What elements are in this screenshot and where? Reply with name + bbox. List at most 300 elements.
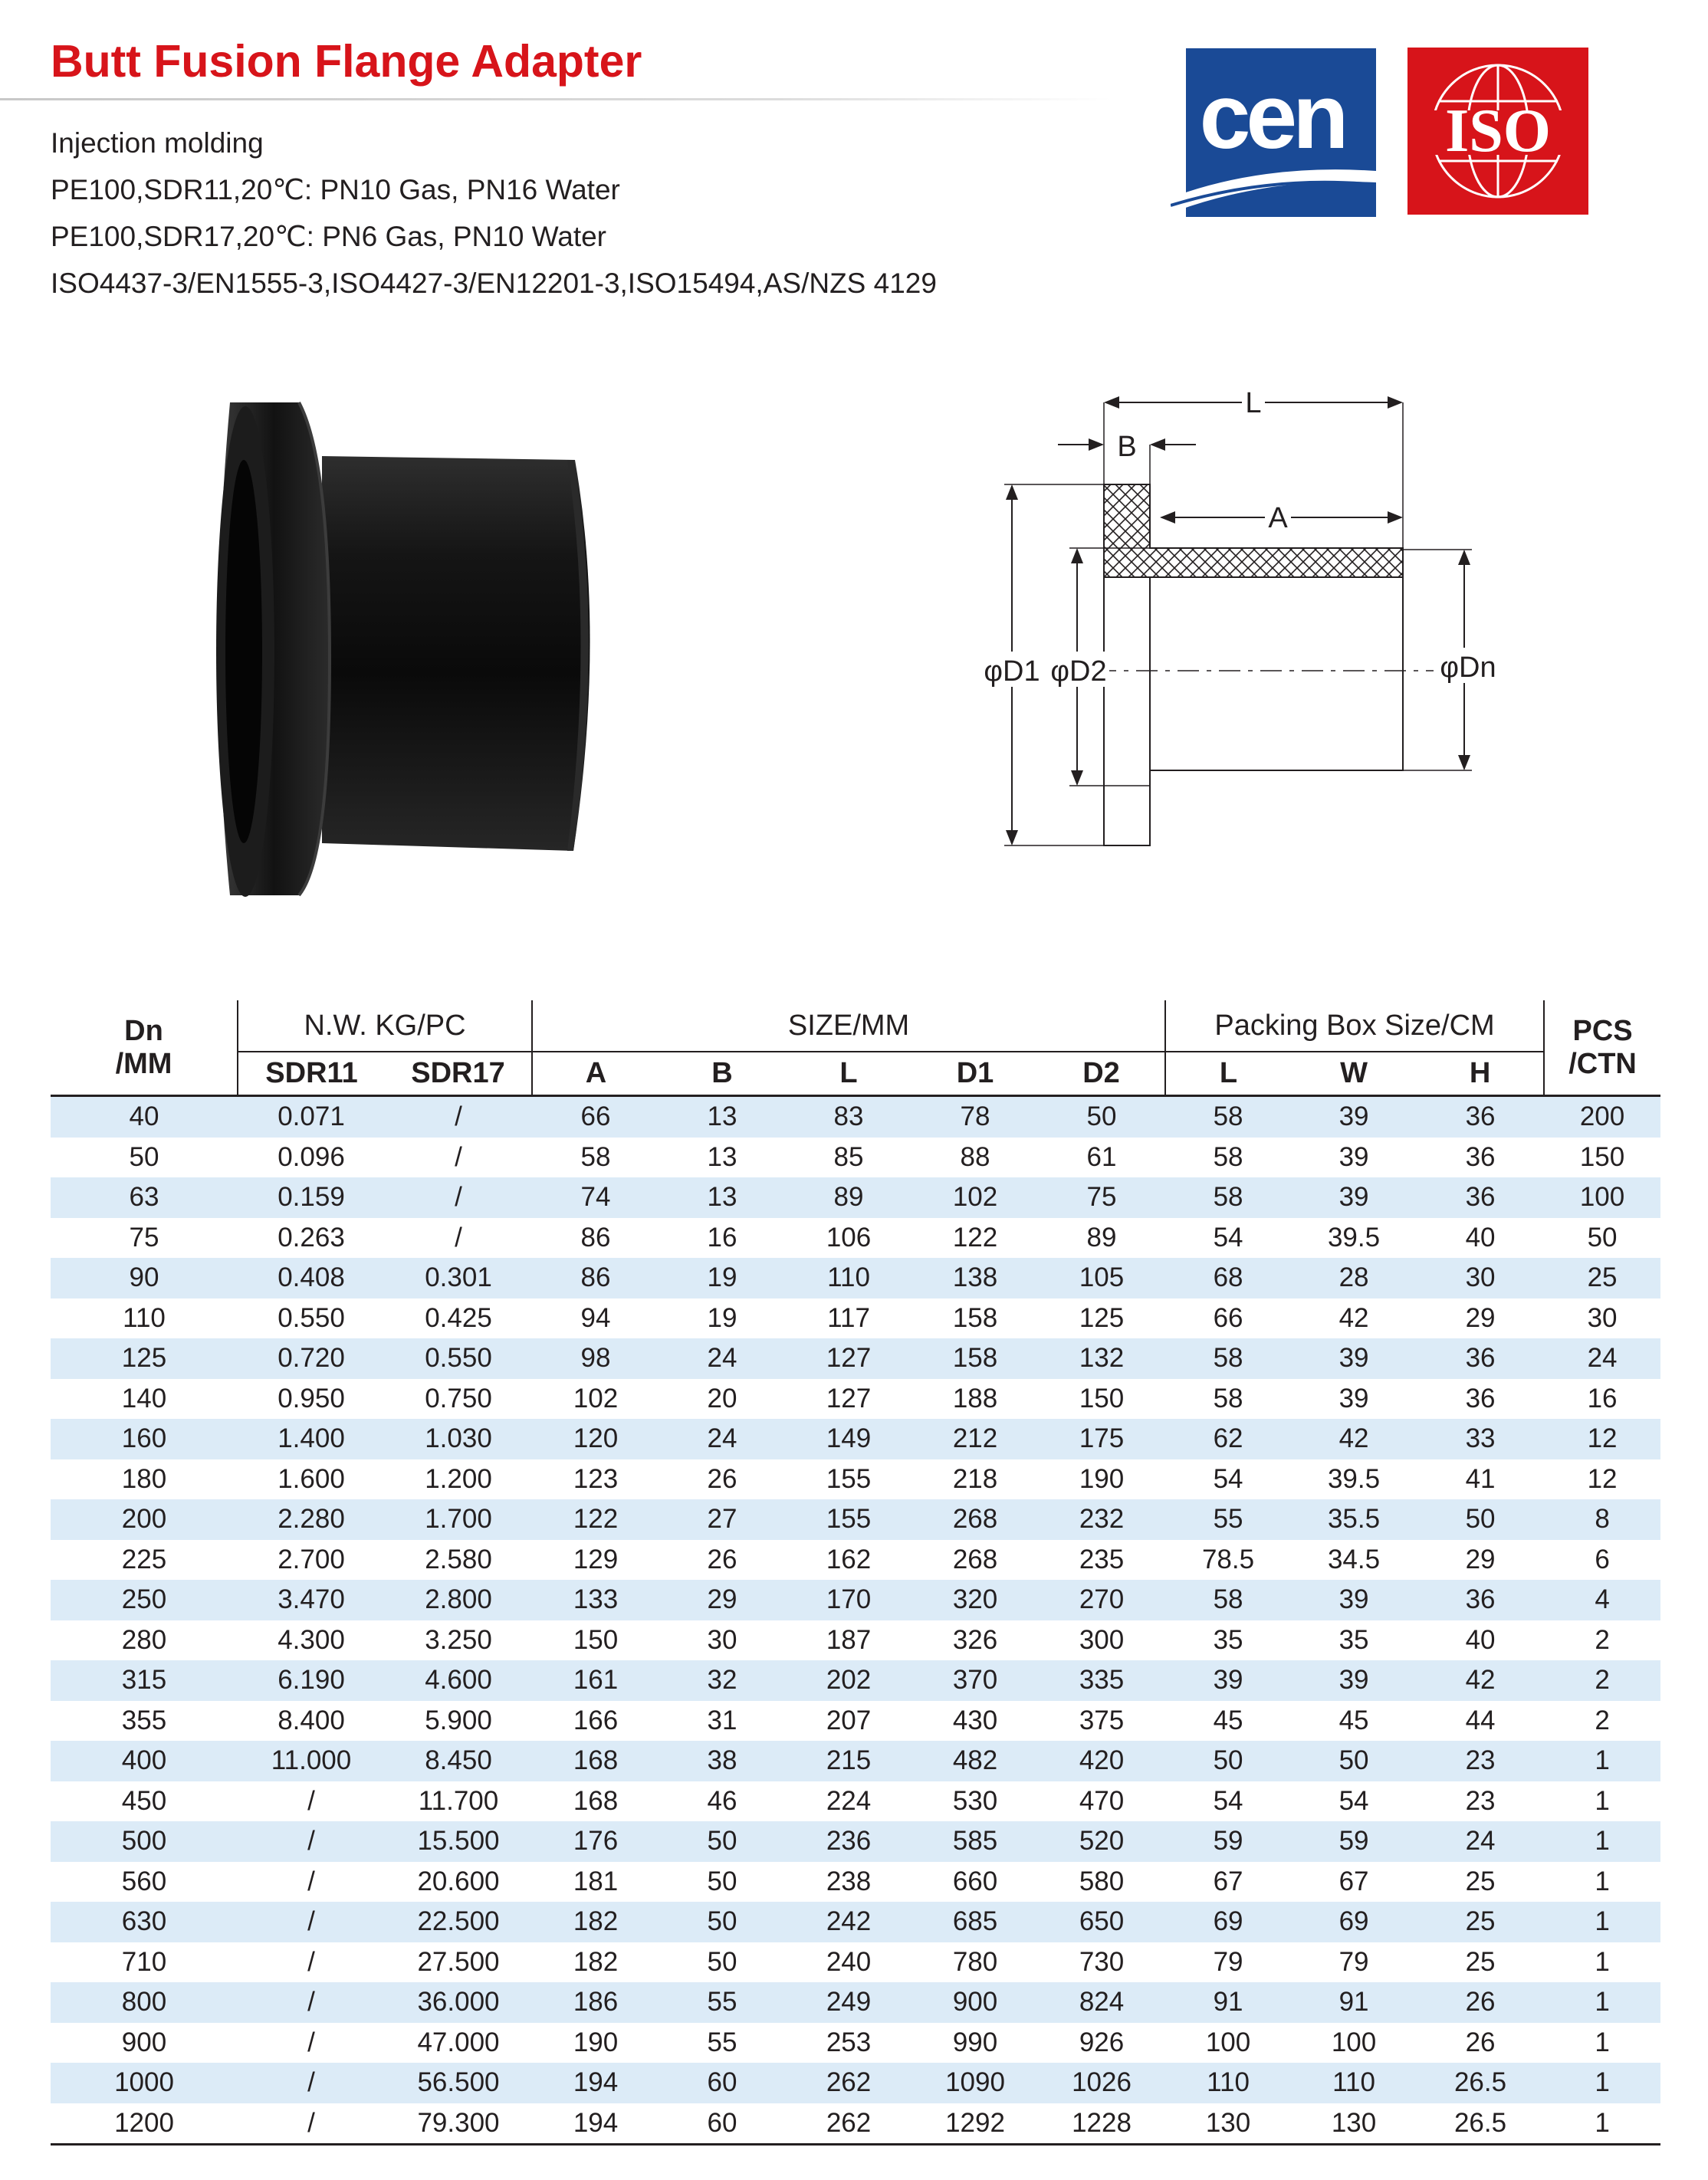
table-row — [51, 1218, 1660, 1259]
cell-size-b: 13 — [707, 1141, 737, 1172]
cell-size-l: 253 — [826, 2027, 872, 2057]
cell-dn: 90 — [51, 1258, 238, 1298]
cell-box-l: 58 — [1165, 1338, 1291, 1379]
cell-box-l: 59 — [1165, 1821, 1291, 1862]
cell-size-d1: 88 — [960, 1141, 990, 1172]
cell-size-a: 102 — [573, 1383, 619, 1413]
cell-size-d1: 138 — [912, 1258, 1038, 1298]
cell-size-a: 120 — [532, 1419, 659, 1459]
table-row — [51, 1338, 1660, 1379]
cell-size-d1: 685 — [912, 1902, 1038, 1942]
cell-size-d1: 212 — [912, 1419, 1038, 1459]
subheader-d2: D2 — [1082, 1057, 1120, 1089]
cell-sdr11-weight: 0.408 — [238, 1258, 385, 1298]
cell-box-w: 39 — [1291, 1660, 1417, 1701]
cell-sdr11-weight: / — [238, 2103, 385, 2145]
table-row — [51, 1580, 1660, 1620]
cell-size-d2: 580 — [1079, 1866, 1125, 1896]
cell-size-l: 106 — [826, 1222, 872, 1253]
cell-size-d1: 660 — [952, 1866, 998, 1896]
cell-size-d2: 926 — [1079, 2027, 1125, 2057]
cell-size-d2: 1228 — [1038, 2103, 1165, 2145]
cell-size-b: 27 — [659, 1499, 785, 1540]
header-dn-line1: Dn — [124, 1014, 163, 1047]
cell-size-a: 129 — [573, 1544, 619, 1574]
cell-box-h: 40 — [1465, 1222, 1496, 1253]
cell-box-l: 62 — [1165, 1419, 1291, 1459]
cell-box-w: 34.5 — [1327, 1544, 1381, 1574]
cell-box-w: 39 — [1338, 1383, 1369, 1413]
cell-pcs-per-carton: 4 — [1544, 1580, 1660, 1620]
cell-box-l: 58 — [1165, 1096, 1291, 1138]
cell-sdr11-weight: / — [238, 2063, 385, 2103]
cell-pcs-per-carton: 200 — [1544, 1096, 1660, 1138]
cell-dn: 110 — [123, 1302, 166, 1333]
cell-size-d2: 730 — [1079, 1946, 1125, 1977]
cell-size-d1: 78 — [912, 1096, 1038, 1138]
cell-dn: 125 — [51, 1338, 238, 1379]
cell-size-b: 16 — [707, 1222, 737, 1253]
cell-box-w: 45 — [1338, 1705, 1369, 1735]
cell-pcs-per-carton: 1 — [1544, 1982, 1660, 2023]
cell-sdr11-weight: 4.300 — [278, 1624, 345, 1655]
cell-pcs-per-carton: 1 — [1595, 2027, 1610, 2057]
cell-sdr11-weight: 1.600 — [278, 1463, 345, 1494]
cell-size-a: 168 — [532, 1741, 659, 1781]
table-row — [51, 1741, 1660, 1781]
cell-box-w: 39.5 — [1327, 1222, 1381, 1253]
cell-size-l: 89 — [785, 1177, 912, 1218]
cell-size-d1: 122 — [952, 1222, 998, 1253]
cell-size-l: 187 — [826, 1624, 872, 1655]
cell-pcs-per-carton: 1 — [1595, 1946, 1610, 1977]
cell-size-b: 55 — [659, 1982, 785, 2023]
cell-box-l: 58 — [1213, 1141, 1243, 1172]
description-line: PE100,SDR17,20℃: PN6 Gas, PN10 Water — [51, 221, 607, 252]
cell-sdr11-weight: 11.000 — [238, 1741, 385, 1781]
cell-size-d2: 375 — [1079, 1705, 1125, 1735]
cell-size-a: 123 — [573, 1463, 619, 1494]
cell-box-l: 58 — [1213, 1383, 1243, 1413]
cell-size-a: 186 — [532, 1982, 659, 2023]
cell-dn: 280 — [121, 1624, 167, 1655]
page-title: Butt Fusion Flange Adapter — [51, 36, 642, 87]
cell-size-d2: 824 — [1038, 1982, 1165, 2023]
cell-pcs-per-carton: 150 — [1579, 1141, 1625, 1172]
cell-sdr11-weight: 0.096 — [278, 1141, 345, 1172]
cell-box-l: 68 — [1165, 1258, 1291, 1298]
cell-size-a: 94 — [580, 1302, 611, 1333]
cell-size-a: 150 — [573, 1624, 619, 1655]
cell-size-l: 202 — [785, 1660, 912, 1701]
cell-dn: 180 — [121, 1463, 167, 1494]
table-body — [51, 1096, 1660, 2145]
cell-size-d2: 235 — [1079, 1544, 1125, 1574]
cell-box-h: 50 — [1417, 1499, 1544, 1540]
cell-sdr11-weight: 0.550 — [278, 1302, 345, 1333]
cell-size-a: 58 — [580, 1141, 611, 1172]
cell-sdr17-weight: 15.500 — [385, 1821, 532, 1862]
cell-size-d2: 75 — [1038, 1177, 1165, 1218]
cell-size-d2: 520 — [1038, 1821, 1165, 1862]
cell-size-b: 50 — [707, 1946, 737, 1977]
cell-size-d1: 158 — [952, 1302, 998, 1333]
cell-box-h: 26 — [1465, 2027, 1496, 2057]
cell-box-h: 26.5 — [1417, 2063, 1544, 2103]
cell-size-a: 182 — [532, 1902, 659, 1942]
cell-size-l: 262 — [785, 2063, 912, 2103]
cell-size-l: 117 — [827, 1302, 870, 1333]
cell-box-h: 36 — [1465, 1141, 1496, 1172]
cell-sdr17-weight: 0.301 — [385, 1258, 532, 1298]
table-row — [51, 2023, 1660, 2063]
cell-size-l: 262 — [785, 2103, 912, 2145]
cell-size-a: 166 — [573, 1705, 619, 1735]
dimension-label-A: A — [1268, 502, 1288, 534]
dimension-label-D2: φD2 — [1050, 655, 1107, 688]
header-dn-line2: /MM — [115, 1047, 172, 1080]
cell-pcs-per-carton: 24 — [1544, 1338, 1660, 1379]
subheader-box-h: H — [1469, 1057, 1491, 1089]
cell-sdr17-weight: 1.200 — [425, 1463, 492, 1494]
cell-size-d2: 150 — [1079, 1383, 1125, 1413]
cell-size-d2: 300 — [1079, 1624, 1125, 1655]
cell-size-d2: 175 — [1038, 1419, 1165, 1459]
cell-pcs-per-carton: 1 — [1544, 1741, 1660, 1781]
table-row — [51, 1096, 1660, 1138]
cell-size-b: 38 — [659, 1741, 785, 1781]
iso-logo — [1407, 48, 1588, 215]
cell-size-l: 127 — [785, 1338, 912, 1379]
cell-pcs-per-carton: 1 — [1544, 1902, 1660, 1942]
subheader-sdr17: SDR17 — [411, 1057, 505, 1089]
cell-size-d1: 188 — [952, 1383, 998, 1413]
cell-sdr11-weight: / — [307, 1785, 315, 1816]
cell-sdr11-weight: 0.263 — [278, 1222, 345, 1253]
cen-logo-text: cen — [1199, 65, 1345, 168]
cell-dn: 250 — [51, 1580, 238, 1620]
cell-sdr11-weight: 2.700 — [278, 1544, 345, 1574]
cell-box-h: 44 — [1465, 1705, 1496, 1735]
cell-size-d1: 900 — [912, 1982, 1038, 2023]
header-net-weight: N.W. KG/PC — [238, 1000, 532, 1052]
cell-box-l: 50 — [1165, 1741, 1291, 1781]
product-description — [51, 120, 937, 307]
cell-size-d2: 190 — [1079, 1463, 1125, 1494]
cell-dn: 225 — [121, 1544, 167, 1574]
cell-size-d1: 1090 — [912, 2063, 1038, 2103]
cell-box-w: 100 — [1331, 2027, 1377, 2057]
cell-box-l: 100 — [1205, 2027, 1251, 2057]
cell-dn: 500 — [51, 1821, 238, 1862]
cell-size-b: 50 — [659, 1821, 785, 1862]
cell-box-w: 91 — [1291, 1982, 1417, 2023]
cell-sdr17-weight: 1.700 — [385, 1499, 532, 1540]
cell-size-d1: 326 — [952, 1624, 998, 1655]
cell-box-l: 54 — [1213, 1785, 1243, 1816]
cell-sdr17-weight: 56.500 — [385, 2063, 532, 2103]
cell-sdr11-weight: 2.280 — [238, 1499, 385, 1540]
subheader-sdr11: SDR11 — [238, 1052, 385, 1096]
cell-sdr17-weight: 3.250 — [425, 1624, 492, 1655]
cell-dn: 140 — [121, 1383, 167, 1413]
cell-box-w: 39 — [1291, 1177, 1417, 1218]
cell-size-d1: 430 — [952, 1705, 998, 1735]
cell-size-b: 26 — [707, 1544, 737, 1574]
cell-size-a: 194 — [532, 2103, 659, 2145]
cell-size-b: 55 — [707, 2027, 737, 2057]
cell-size-l: 236 — [785, 1821, 912, 1862]
cell-size-d2: 1026 — [1038, 2063, 1165, 2103]
cell-sdr11-weight: / — [238, 1902, 385, 1942]
cell-size-d2: 132 — [1038, 1338, 1165, 1379]
cell-size-a: 182 — [573, 1946, 619, 1977]
cell-pcs-per-carton: 30 — [1587, 1302, 1618, 1333]
cell-sdr17-weight: 47.000 — [417, 2027, 500, 2057]
cell-box-h: 29 — [1465, 1544, 1496, 1574]
cell-size-l: 155 — [785, 1499, 912, 1540]
cell-size-d1: 158 — [912, 1338, 1038, 1379]
cell-size-b: 32 — [659, 1660, 785, 1701]
cell-box-w: 39 — [1338, 1141, 1369, 1172]
cell-sdr11-weight: 0.071 — [238, 1096, 385, 1138]
cell-size-d2: 650 — [1038, 1902, 1165, 1942]
cell-box-l: 79 — [1213, 1946, 1243, 1977]
specification-table — [51, 1000, 1660, 2146]
cell-sdr11-weight: / — [307, 1946, 315, 1977]
cell-size-l: 110 — [785, 1258, 912, 1298]
cell-box-l: 110 — [1165, 2063, 1291, 2103]
cell-dn: 710 — [121, 1946, 167, 1977]
cell-box-h: 24 — [1417, 1821, 1544, 1862]
cell-box-l: 91 — [1165, 1982, 1291, 2023]
cell-size-b: 26 — [707, 1463, 737, 1494]
table-row — [51, 1298, 1660, 1339]
table-row — [51, 1540, 1660, 1581]
description-line: Injection molding — [51, 127, 264, 159]
cell-box-l: 45 — [1213, 1705, 1243, 1735]
description-line: ISO4437-3/EN1555-3,ISO4427-3/EN12201-3,ISO15494,AS/NZS 4129 — [51, 268, 937, 299]
cell-box-w: 42 — [1291, 1419, 1417, 1459]
cell-box-l: 130 — [1165, 2103, 1291, 2145]
cell-sdr17-weight: 0.750 — [425, 1383, 492, 1413]
cell-size-b: 50 — [659, 1902, 785, 1942]
subheader-box-l: L — [1165, 1052, 1291, 1096]
cell-size-d2: 50 — [1038, 1096, 1165, 1138]
cell-sdr11-weight: 0.950 — [278, 1383, 345, 1413]
cell-box-h: 36 — [1417, 1177, 1544, 1218]
cell-box-l: 78.5 — [1201, 1544, 1255, 1574]
table-row — [51, 1459, 1660, 1500]
cell-size-b: 31 — [707, 1705, 737, 1735]
cell-box-w: 42 — [1338, 1302, 1369, 1333]
cell-size-d1: 482 — [912, 1741, 1038, 1781]
table-row — [51, 1701, 1660, 1742]
table-row — [51, 1862, 1660, 1903]
cell-pcs-per-carton: 12 — [1587, 1463, 1618, 1494]
cell-size-l: 215 — [785, 1741, 912, 1781]
cell-sdr11-weight: / — [307, 1866, 315, 1896]
cell-sdr17-weight: 27.500 — [417, 1946, 500, 1977]
cell-pcs-per-carton: 2 — [1595, 1624, 1610, 1655]
cell-size-d1: 268 — [952, 1544, 998, 1574]
cell-size-b: 46 — [707, 1785, 737, 1816]
table-row — [51, 1258, 1660, 1298]
cell-box-h: 30 — [1417, 1258, 1544, 1298]
cell-box-h: 36 — [1465, 1383, 1496, 1413]
cell-box-h: 41 — [1465, 1463, 1496, 1494]
cell-dn: 50 — [129, 1141, 159, 1172]
cell-pcs-per-carton: 25 — [1544, 1258, 1660, 1298]
cell-box-w: 79 — [1338, 1946, 1369, 1977]
cell-size-b: 60 — [659, 2063, 785, 2103]
cell-box-h: 36 — [1417, 1096, 1544, 1138]
cell-size-l: 155 — [826, 1463, 872, 1494]
cell-sdr17-weight: 8.450 — [385, 1741, 532, 1781]
cell-size-l: 240 — [826, 1946, 872, 1977]
cell-sdr17-weight: 79.300 — [385, 2103, 532, 2145]
subheader-box-w: W — [1340, 1057, 1368, 1089]
cell-box-w: 130 — [1291, 2103, 1417, 2145]
table-row — [51, 1942, 1660, 1983]
subheader-d1: D1 — [956, 1057, 994, 1089]
cell-pcs-per-carton: 1 — [1595, 1866, 1610, 1896]
cell-box-h: 29 — [1465, 1302, 1496, 1333]
cell-size-l: 127 — [826, 1383, 872, 1413]
table-row — [51, 1821, 1660, 1862]
cell-pcs-per-carton: 6 — [1595, 1544, 1610, 1574]
table-row — [51, 1419, 1660, 1459]
cell-size-d1: 780 — [952, 1946, 998, 1977]
cell-size-d2: 335 — [1038, 1660, 1165, 1701]
cell-size-d1: 990 — [952, 2027, 998, 2057]
cell-size-a: 194 — [532, 2063, 659, 2103]
cell-sdr17-weight: / — [385, 1177, 532, 1218]
cell-sdr17-weight: 2.580 — [425, 1544, 492, 1574]
cell-sdr17-weight: 4.600 — [385, 1660, 532, 1701]
cell-size-d1: 320 — [912, 1580, 1038, 1620]
cell-size-b: 13 — [659, 1177, 785, 1218]
subheader-b: B — [711, 1057, 733, 1089]
cen-logo — [1171, 48, 1376, 217]
cell-size-d2: 470 — [1079, 1785, 1125, 1816]
cell-box-w: 67 — [1338, 1866, 1369, 1896]
cross-section-diagram — [905, 372, 1518, 862]
cell-size-l: 85 — [833, 1141, 864, 1172]
cell-box-l: 35 — [1213, 1624, 1243, 1655]
cell-size-b: 24 — [659, 1419, 785, 1459]
cell-size-a: 86 — [532, 1258, 659, 1298]
cell-pcs-per-carton: 100 — [1544, 1177, 1660, 1218]
cell-sdr11-weight: 1.400 — [238, 1419, 385, 1459]
cell-size-a: 122 — [532, 1499, 659, 1540]
cell-size-d1: 585 — [912, 1821, 1038, 1862]
cell-size-l: 149 — [785, 1419, 912, 1459]
cell-box-w: 59 — [1291, 1821, 1417, 1862]
cell-dn: 800 — [51, 1982, 238, 2023]
cell-sdr17-weight: / — [385, 1096, 532, 1138]
description-line: PE100,SDR11,20℃: PN10 Gas, PN16 Water — [51, 174, 620, 205]
cell-sdr11-weight: 3.470 — [238, 1580, 385, 1620]
cell-size-a: 66 — [532, 1096, 659, 1138]
cell-box-l: 55 — [1165, 1499, 1291, 1540]
cell-sdr11-weight: 8.400 — [278, 1705, 345, 1735]
cell-pcs-per-carton: 1 — [1544, 2063, 1660, 2103]
cell-dn: 63 — [51, 1177, 238, 1218]
cell-box-l: 54 — [1213, 1222, 1243, 1253]
cell-size-d1: 530 — [952, 1785, 998, 1816]
cell-box-w: 69 — [1291, 1902, 1417, 1942]
dimension-label-D1: φD1 — [984, 655, 1040, 688]
header-pcs-line1: PCS — [1572, 1014, 1633, 1047]
cell-size-d1: 1292 — [912, 2103, 1038, 2145]
dimension-label-Dn: φDn — [1440, 652, 1496, 684]
cell-size-l: 207 — [826, 1705, 872, 1735]
cell-box-h: 23 — [1465, 1785, 1496, 1816]
cell-size-d1: 268 — [912, 1499, 1038, 1540]
cell-size-a: 74 — [532, 1177, 659, 1218]
cell-pcs-per-carton: 2 — [1595, 1705, 1610, 1735]
cell-sdr17-weight: / — [455, 1222, 462, 1253]
cell-size-d2: 420 — [1038, 1741, 1165, 1781]
cell-pcs-per-carton: 2 — [1544, 1660, 1660, 1701]
cell-box-w: 39 — [1291, 1096, 1417, 1138]
iso-logo-text: ISO — [1445, 97, 1551, 165]
cell-box-w: 35.5 — [1291, 1499, 1417, 1540]
cell-box-w: 39.5 — [1327, 1463, 1381, 1494]
cell-box-l: 58 — [1165, 1580, 1291, 1620]
cell-box-w: 54 — [1338, 1785, 1369, 1816]
cell-box-h: 23 — [1417, 1741, 1544, 1781]
cell-box-l: 69 — [1165, 1902, 1291, 1942]
table-row — [51, 1379, 1660, 1420]
cell-sdr17-weight: 11.700 — [418, 1785, 499, 1816]
cell-pcs-per-carton: 1 — [1544, 1821, 1660, 1862]
cell-dn: 160 — [51, 1419, 238, 1459]
cell-box-w: 50 — [1291, 1741, 1417, 1781]
cell-sdr17-weight: / — [455, 1141, 462, 1172]
cell-size-a: 168 — [573, 1785, 619, 1816]
cell-box-l: 58 — [1165, 1177, 1291, 1218]
cell-box-h: 26 — [1417, 1982, 1544, 2023]
table-row — [51, 1177, 1660, 1218]
cell-dn: 560 — [121, 1866, 167, 1896]
cell-size-l: 238 — [826, 1866, 872, 1896]
cell-box-h: 26.5 — [1417, 2103, 1544, 2145]
cell-pcs-per-carton: 8 — [1544, 1499, 1660, 1540]
cell-pcs-per-carton: 1 — [1544, 2103, 1660, 2145]
cell-size-l: 249 — [785, 1982, 912, 2023]
dimension-label-L: L — [1245, 387, 1262, 419]
cell-size-b: 30 — [707, 1624, 737, 1655]
cell-sdr17-weight: 5.900 — [425, 1705, 492, 1735]
cell-size-a: 86 — [580, 1222, 611, 1253]
cell-dn: 75 — [129, 1222, 159, 1253]
cell-dn: 900 — [121, 2027, 167, 2057]
cell-size-l: 224 — [826, 1785, 872, 1816]
table-row — [51, 1499, 1660, 1540]
cell-box-h: 33 — [1417, 1419, 1544, 1459]
cell-dn: 40 — [51, 1096, 238, 1138]
cell-size-b: 29 — [659, 1580, 785, 1620]
cell-size-a: 161 — [532, 1660, 659, 1701]
cell-size-b: 60 — [659, 2103, 785, 2145]
cell-size-b: 19 — [707, 1302, 737, 1333]
cell-size-d1: 102 — [912, 1177, 1038, 1218]
cell-size-d2: 105 — [1038, 1258, 1165, 1298]
header-packing-box: Packing Box Size/CM — [1165, 1000, 1544, 1052]
cell-size-l: 83 — [785, 1096, 912, 1138]
